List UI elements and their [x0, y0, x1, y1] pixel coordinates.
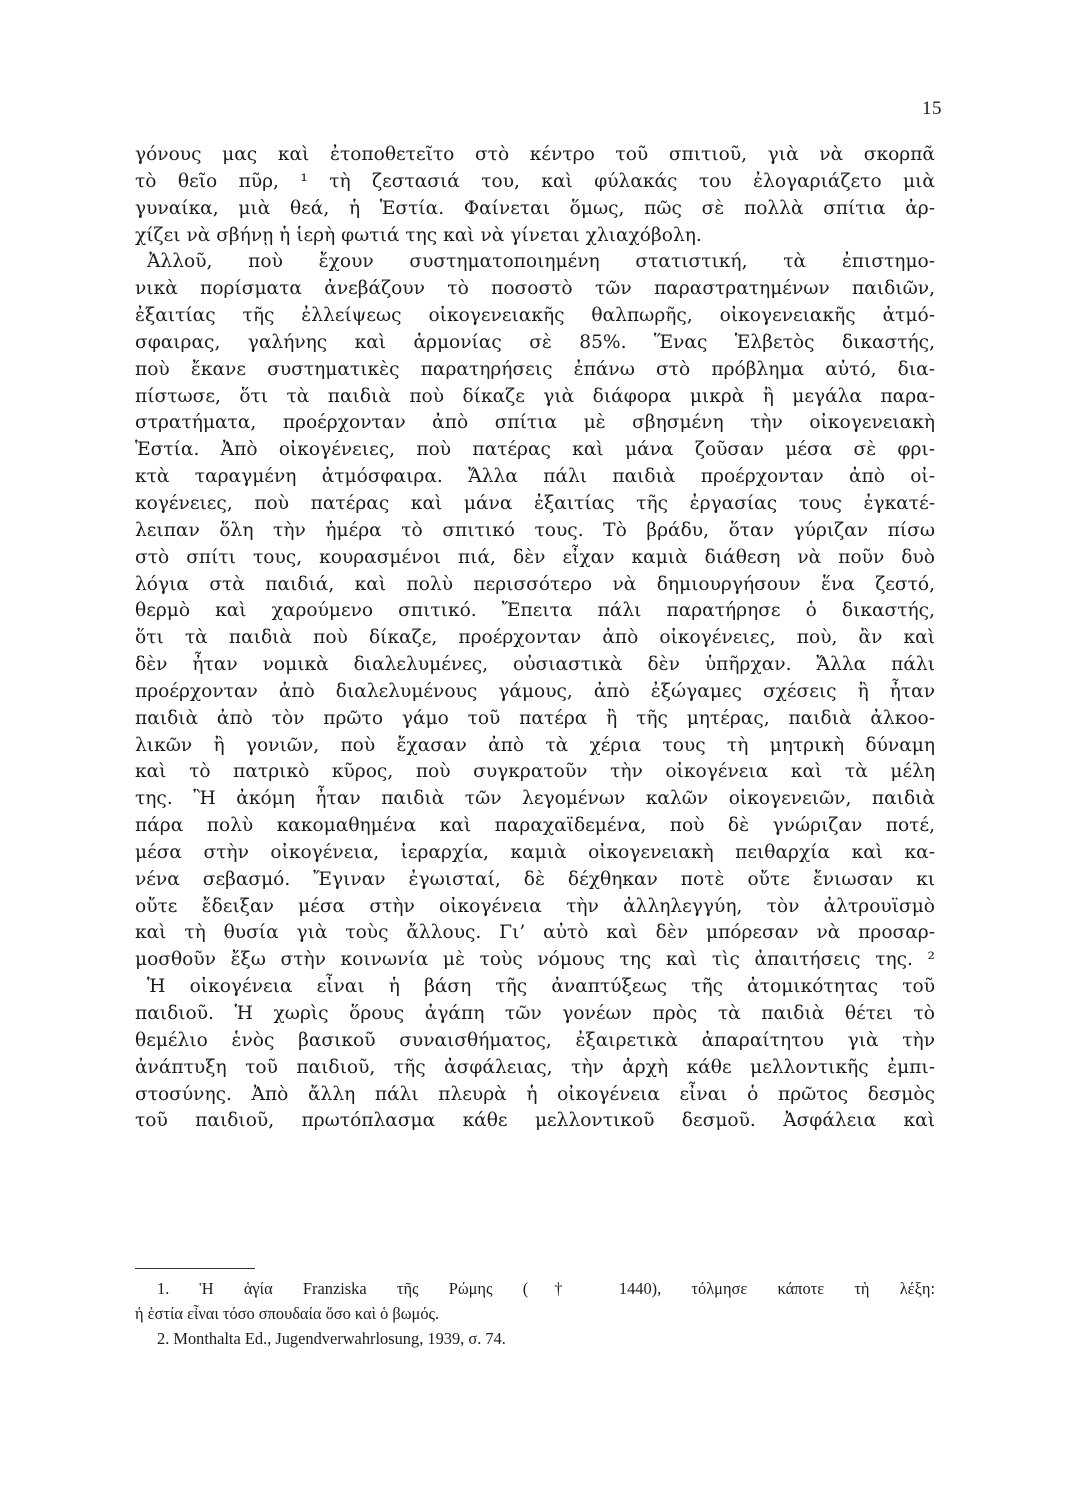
text-line: δὲν ἦταν νομικὰ διαλελυμένες, οὐσιαστικὰ δὲν ὑπῆρχαν. Ἄλλα πάλι	[135, 654, 935, 676]
text-line: παιδιοῦ. Ἡ χωρὶς ὅρους ἀγάπη τῶν γονέων πρὸς τὰ παιδιὰ θέτει τὸ	[135, 1003, 935, 1024]
footnote-divider	[135, 1268, 255, 1269]
text-line: Ἡ οἰκογένεια εἶναι ἡ βάση τῆς ἀναπτύξεως τῆς ἀτομικότητας τοῦ	[147, 976, 935, 998]
text-line: θερμὸ καὶ χαρούμενο σπιτικό. Ἔπειτα πάλι παρατήρησε ὁ δικαστής,	[135, 600, 935, 622]
text-line: πάρα πολὺ κακομαθημένα καὶ παραχαϊδεμένα, ποὺ δὲ γνώριζαν ποτέ,	[135, 815, 935, 837]
text-line: Ἀλλοῦ, ποὺ ἔχουν συστηματοποιημένη στατιστική, τὰ ἐπιστημο-	[147, 251, 935, 273]
text-line: προέρχονταν ἀπὸ διαλελυμένους γάμους, ἀπὸ ἐξώγαμες σχέσεις ἢ ἦταν	[135, 680, 935, 702]
text-line: μοσθοῦν ἔξω στὴν κοινωνία μὲ τοὺς νόμους της καὶ τὶς ἀπαιτήσεις της. ²	[135, 949, 935, 971]
text-line: σφαιρας, γαλήνης καὶ ἁρμονίας σὲ 85%. Ἕνας Ἑλβετὸς δικαστής,	[135, 331, 935, 353]
text-line: γόνους μας καὶ ἐτοποθετεῖτο στὸ κέντρο τοῦ σπιτιοῦ, γιὰ νὰ σκορπᾶ	[135, 144, 935, 165]
page-number: 15	[922, 98, 942, 119]
text-line: χίζει νὰ σβήνῃ ἡ ἱερὴ φωτιά της καὶ νὰ γίνεται χλιαχόβολη.	[135, 224, 702, 246]
text-line: λικῶν ἢ γονιῶν, ποὺ ἔχασαν ἀπὸ τὰ χέρια τους τὴ μητρικὴ δύναμη	[135, 734, 935, 756]
text-line: λόγια στὰ παιδιά, καὶ πολὺ περισσότερο νὰ δημιουργήσουν ἕνα ζεστό,	[135, 573, 935, 595]
text-line: τὸ θεῖο πῦρ, ¹ τὴ ζεστασιά του, καὶ φύλακάς του ἐλογαριάζετο μιὰ	[135, 170, 935, 192]
text-line: πίστωσε, ὅτι τὰ παιδιὰ ποὺ δίκαζε γιὰ διάφορα μικρὰ ἢ μεγάλα παρα-	[135, 385, 935, 407]
footnotes	[135, 1276, 935, 1351]
text-line: κτὰ ταραγμένη ἀτμόσφαιρα. Ἄλλα πάλι παιδιὰ προέρχονταν ἀπὸ οἰ-	[135, 466, 935, 488]
body-text	[135, 142, 935, 1135]
text-line: λειπαν ὅλη τὴν ἡμέρα τὸ σπιτικό τους. Τὸ βράδυ, ὅταν γύριζαν πίσω	[135, 519, 935, 541]
footnote-1: 1. Ἡ ἁγία Franziska τῆς Ρώμης († 1440), τόλμησε κάποτε τὴ λέξη:	[157, 1279, 935, 1298]
text-line: κογένειες, ποὺ πατέρας καὶ μάνα ἐξαιτίας τῆς ἐργασίας τους ἐγκατέ-	[135, 492, 935, 514]
text-line: νικὰ πορίσματα ἀνεβάζουν τὸ ποσοστὸ τῶν παραστρατημένων παιδιῶν,	[135, 278, 935, 300]
text-line: ποὺ ἔκανε συστηματικὲς παρατηρήσεις ἐπάνω στὸ πρόβλημα αὐτό, δια-	[135, 358, 935, 380]
text-line: της. Ἢ ἀκόμη ἦταν παιδιὰ τῶν λεγομένων καλῶν οἰκογενειῶν, παιδιὰ	[135, 788, 935, 810]
text-line: νένα σεβασμό. Ἔγιναν ἐγωισταί, δὲ δέχθηκαν ποτὲ οὔτε ἔνιωσαν κι	[135, 868, 935, 890]
text-line: θεμέλιο ἑνὸς βασικοῦ συναισθήματος, ἐξαιρετικὰ ἀπαραίτητου γιὰ τὴν	[135, 1029, 935, 1051]
text-line: τοῦ παιδιοῦ, πρωτόπλασμα κάθε μελλοντικοῦ δεσμοῦ. Ἀσφάλεια καὶ	[135, 1110, 935, 1132]
footnote-1-continuation: ἡ ἑστία εἶναι τόσο σπουδαία ὅσο καὶ ὁ βωμός.	[135, 1304, 440, 1323]
text-line: ἀνάπτυξη τοῦ παιδιοῦ, τῆς ἀσφάλειας, τὴν ἀρχὴ κάθε μελλοντικῆς ἐμπι-	[135, 1056, 935, 1078]
text-line: Ἑστία. Ἀπὸ οἰκογένειες, ποὺ πατέρας καὶ μάνα ζοῦσαν μέσα σὲ φρι-	[135, 439, 935, 461]
text-line: οὔτε ἔδειξαν μέσα στὴν οἰκογένεια τὴν ἀλληλεγγύη, τὸν ἀλτρουϊσμὸ	[135, 895, 935, 917]
text-line: στοσύνης. Ἀπὸ ἄλλη πάλι πλευρὰ ἡ οἰκογένεια εἶναι ὁ πρῶτος δεσμὸς	[135, 1083, 935, 1105]
text-line: μέσα στὴν οἰκογένεια, ἱεραρχία, καμιὰ οἰκογενειακὴ πειθαρχία καὶ κα-	[135, 841, 935, 863]
footnote-2: 2. Monthalta Ed., Jugendverwahrlosung, 1939, σ. 74.	[157, 1329, 506, 1348]
text-line: στρατήματα, προέρχονταν ἀπὸ σπίτια μὲ σβησμένη τὴν οἰκογενειακὴ	[135, 412, 935, 434]
text-line: ἐξαιτίας τῆς ἐλλείψεως οἰκογενειακῆς θαλπωρῆς, οἰκογενειακῆς ἀτμό-	[135, 305, 935, 327]
text-line: στὸ σπίτι τους, κουρασμένοι πιά, δὲν εἶχαν καμιὰ διάθεση νὰ ποῦν δυὸ	[135, 546, 935, 568]
text-line: καὶ τὸ πατρικὸ κῦρος, ποὺ συγκρατοῦν τὴν οἰκογένεια καὶ τὰ μέλη	[135, 761, 935, 783]
text-line: καὶ τὴ θυσία γιὰ τοὺς ἄλλους. Γι’ αὐτὸ καὶ δὲν μπόρεσαν νὰ προσαρ-	[135, 922, 935, 944]
text-line: παιδιὰ ἀπὸ τὸν πρῶτο γάμο τοῦ πατέρα ἢ τῆς μητέρας, παιδιὰ ἀλκοο-	[135, 707, 935, 729]
text-line: γυναίκα, μιὰ θεά, ἡ Ἑστία. Φαίνεται ὅμως, πῶς σὲ πολλὰ σπίτια ἀρ-	[135, 197, 935, 219]
text-line: ὅτι τὰ παιδιὰ ποὺ δίκαζε, προέρχονταν ἀπὸ οἰκογένειες, ποὺ, ἂν καὶ	[135, 627, 935, 649]
